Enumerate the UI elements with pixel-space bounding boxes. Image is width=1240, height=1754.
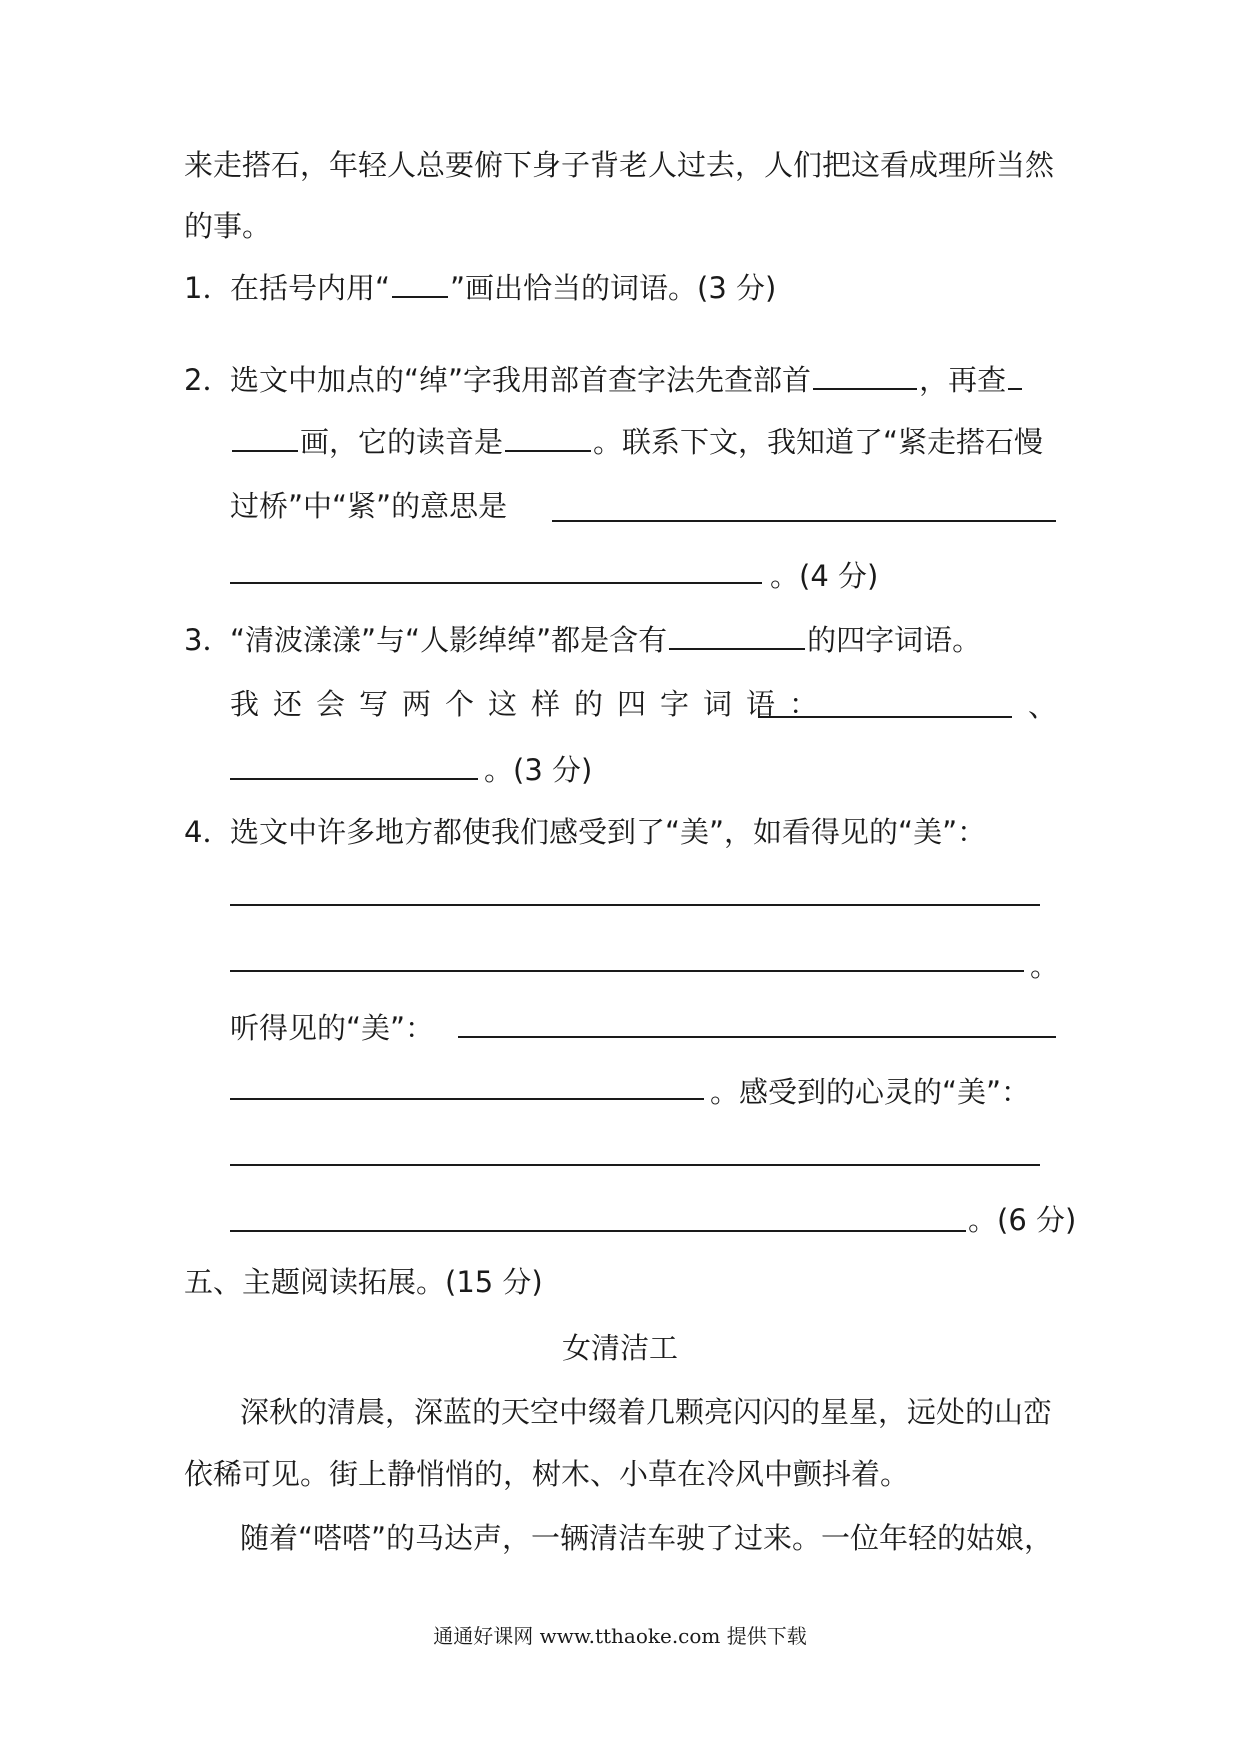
question-number: 2． <box>184 363 232 397</box>
answer-line[interactable] <box>230 904 1040 906</box>
answer-line[interactable] <box>230 970 1024 972</box>
answer-blank[interactable] <box>813 362 917 390</box>
question-text: “清波漾漾”与“人影绰绰”都是含有 <box>230 623 668 657</box>
question-text: 过桥”中“紧”的意思是 <box>230 489 508 523</box>
answer-blank[interactable] <box>1008 362 1022 390</box>
paragraph-line: 深秋的清晨，深蓝的天空中缀着几颗亮闪闪的星星，远处的山峦 <box>240 1395 1053 1429</box>
question-text: 。(4 分) <box>770 559 879 593</box>
question-text: ”画出恰当的词语。(3 分) <box>450 271 777 305</box>
question-3 <box>184 620 981 660</box>
answer-blank[interactable] <box>392 270 448 298</box>
answer-line[interactable] <box>230 1098 704 1100</box>
question-text: 听得见的“美”： <box>230 1011 435 1045</box>
question-text: 。(6 分) <box>968 1203 1077 1237</box>
question-2-line-2 <box>230 422 1043 462</box>
question-text: 选文中许多地方都使我们感受到了“美”，如看得见的“美”： <box>230 815 987 849</box>
section-heading: 五、主题阅读拓展。(15 分) <box>184 1265 543 1299</box>
article-title: 女清洁工 <box>561 1331 678 1365</box>
footer-credit: 通通好课网 www.tthaoke.com 提供下载 <box>433 1624 807 1648</box>
answer-line[interactable] <box>758 716 1012 718</box>
question-2-line-3 <box>230 486 507 526</box>
question-number: 3． <box>184 623 232 657</box>
question-text: 。联系下文，我知道了“紧走搭石慢 <box>593 425 1044 459</box>
question-text: 的四字词语。 <box>807 623 982 657</box>
question-text: 在括号内用“ <box>230 271 391 305</box>
answer-blank[interactable] <box>669 622 805 650</box>
question-2 <box>184 360 1024 400</box>
question-number: 1． <box>184 271 232 305</box>
question-text: ，再查 <box>919 363 1007 397</box>
question-text: 、 <box>1028 689 1058 723</box>
answer-line[interactable] <box>230 1164 1040 1166</box>
question-text: 。 <box>1030 949 1060 983</box>
question-4 <box>184 812 986 852</box>
question-text: 。感受到的心灵的“美”： <box>710 1075 1031 1109</box>
passage-line: 来走搭石，年轻人总要俯下身子背老人过去，人们把这看成理所当然 <box>184 148 1055 182</box>
question-3-line-2: 我还会写两个这样的四字词语： <box>230 687 833 721</box>
paragraph-line: 随着“嗒嗒”的马达声，一辆清洁车驶了过来。一位年轻的姑娘， <box>240 1521 1054 1555</box>
answer-line[interactable] <box>458 1036 1056 1038</box>
question-text: 画，它的读音是 <box>300 425 504 459</box>
passage-line: 的事。 <box>184 209 272 243</box>
answer-line[interactable] <box>230 778 478 780</box>
question-text: 选文中加点的“绰”字我用部首查字法先查部首 <box>230 363 812 397</box>
question-number: 4． <box>184 815 232 849</box>
answer-line[interactable] <box>230 1230 966 1232</box>
answer-blank[interactable] <box>505 424 591 452</box>
answer-line[interactable] <box>230 582 762 584</box>
answer-blank[interactable] <box>232 424 298 452</box>
paragraph-line: 依稀可见。街上静悄悄的，树木、小草在冷风中颤抖着。 <box>184 1457 910 1491</box>
question-1 <box>184 268 776 308</box>
answer-line[interactable] <box>552 520 1056 522</box>
question-text: 。(3 分) <box>484 753 593 787</box>
